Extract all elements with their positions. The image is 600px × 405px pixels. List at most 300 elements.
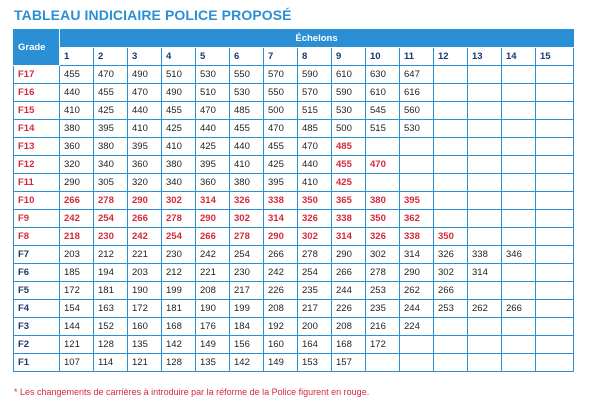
value-cell [502, 174, 536, 192]
value-cell: 346 [502, 246, 536, 264]
grade-cell: F1 [14, 354, 60, 372]
value-cell: 262 [468, 300, 502, 318]
grade-cell: F10 [14, 192, 60, 210]
value-cell: 570 [264, 66, 298, 84]
grade-cell: F9 [14, 210, 60, 228]
value-cell: 550 [264, 84, 298, 102]
grade-cell: F14 [14, 120, 60, 138]
value-cell: 470 [94, 66, 128, 84]
table-row [14, 264, 574, 282]
value-cell [536, 354, 574, 372]
value-cell [468, 282, 502, 300]
value-cell: 340 [94, 156, 128, 174]
value-cell: 470 [128, 84, 162, 102]
value-cell: 440 [230, 138, 264, 156]
value-cell: 326 [230, 192, 264, 210]
echelon-header-4: 4 [162, 48, 196, 66]
value-cell: 230 [94, 228, 128, 246]
value-cell: 455 [162, 102, 196, 120]
value-cell: 266 [332, 264, 366, 282]
value-cell [434, 210, 468, 228]
value-cell: 590 [298, 66, 332, 84]
value-cell: 550 [230, 66, 264, 84]
grade-cell: F4 [14, 300, 60, 318]
value-cell [468, 336, 502, 354]
table-row [14, 336, 574, 354]
value-cell: 326 [434, 246, 468, 264]
value-cell [400, 354, 434, 372]
value-cell: 135 [128, 336, 162, 354]
value-cell: 181 [94, 282, 128, 300]
echelon-header-2: 2 [94, 48, 128, 66]
value-cell: 340 [162, 174, 196, 192]
value-cell: 425 [94, 102, 128, 120]
value-cell [400, 138, 434, 156]
value-cell: 500 [264, 102, 298, 120]
value-cell [502, 192, 536, 210]
value-cell [502, 264, 536, 282]
value-cell: 278 [230, 228, 264, 246]
value-cell: 244 [332, 282, 366, 300]
value-cell: 302 [298, 228, 332, 246]
value-cell: 616 [400, 84, 434, 102]
value-cell: 610 [332, 66, 366, 84]
value-cell: 302 [162, 192, 196, 210]
value-cell: 266 [434, 282, 468, 300]
value-cell [366, 354, 400, 372]
value-cell [400, 156, 434, 174]
value-cell: 208 [196, 282, 230, 300]
value-cell [468, 120, 502, 138]
value-cell: 121 [128, 354, 162, 372]
echelon-header-7: 7 [264, 48, 298, 66]
value-cell: 510 [162, 66, 196, 84]
value-cell: 230 [230, 264, 264, 282]
value-cell: 410 [230, 156, 264, 174]
value-cell: 194 [94, 264, 128, 282]
value-cell: 380 [230, 174, 264, 192]
value-cell: 266 [502, 300, 536, 318]
value-cell: 172 [128, 300, 162, 318]
value-cell: 199 [162, 282, 196, 300]
value-cell: 570 [298, 84, 332, 102]
value-cell: 326 [366, 228, 400, 246]
value-cell: 224 [400, 318, 434, 336]
value-cell: 185 [60, 264, 94, 282]
value-cell: 149 [196, 336, 230, 354]
value-cell: 410 [60, 102, 94, 120]
table-row [14, 138, 574, 156]
value-cell: 470 [264, 120, 298, 138]
salary-table [13, 29, 574, 372]
value-cell [468, 210, 502, 228]
value-cell [468, 354, 502, 372]
value-cell: 168 [332, 336, 366, 354]
value-cell: 128 [162, 354, 196, 372]
value-cell [434, 336, 468, 354]
value-cell: 181 [162, 300, 196, 318]
value-cell [366, 174, 400, 192]
value-cell: 490 [162, 84, 196, 102]
value-cell: 425 [196, 138, 230, 156]
value-cell: 470 [298, 138, 332, 156]
value-cell: 266 [196, 228, 230, 246]
page-title: TABLEAU INDICIAIRE POLICE PROPOSÉ [14, 7, 292, 23]
value-cell: 253 [434, 300, 468, 318]
table-row [14, 300, 574, 318]
value-cell: 350 [298, 192, 332, 210]
value-cell: 221 [196, 264, 230, 282]
value-cell [502, 354, 536, 372]
value-cell: 362 [400, 210, 434, 228]
value-cell: 425 [264, 156, 298, 174]
value-cell: 305 [94, 174, 128, 192]
value-cell: 172 [366, 336, 400, 354]
value-cell: 545 [366, 102, 400, 120]
value-cell: 338 [400, 228, 434, 246]
grade-cell: F7 [14, 246, 60, 264]
grade-cell: F12 [14, 156, 60, 174]
value-cell: 254 [94, 210, 128, 228]
value-cell: 153 [298, 354, 332, 372]
value-cell: 302 [434, 264, 468, 282]
value-cell [502, 228, 536, 246]
value-cell: 455 [332, 156, 366, 174]
value-cell: 199 [230, 300, 264, 318]
value-cell [502, 138, 536, 156]
value-cell: 278 [94, 192, 128, 210]
value-cell: 360 [128, 156, 162, 174]
value-cell [502, 210, 536, 228]
value-cell: 253 [366, 282, 400, 300]
value-cell: 242 [128, 228, 162, 246]
table-row [14, 228, 574, 246]
value-cell [468, 84, 502, 102]
grade-cell: F11 [14, 174, 60, 192]
value-cell: 254 [162, 228, 196, 246]
value-cell [468, 174, 502, 192]
value-cell [502, 318, 536, 336]
value-cell [434, 354, 468, 372]
value-cell: 590 [332, 84, 366, 102]
value-cell: 455 [230, 120, 264, 138]
value-cell: 314 [468, 264, 502, 282]
value-cell: 314 [400, 246, 434, 264]
value-cell: 266 [264, 246, 298, 264]
value-cell [468, 228, 502, 246]
table-row [14, 66, 574, 84]
value-cell: 455 [264, 138, 298, 156]
value-cell: 490 [128, 66, 162, 84]
value-cell: 176 [196, 318, 230, 336]
value-cell: 470 [366, 156, 400, 174]
value-cell: 142 [162, 336, 196, 354]
value-cell [502, 84, 536, 102]
value-cell: 154 [60, 300, 94, 318]
value-cell: 320 [60, 156, 94, 174]
value-cell: 242 [196, 246, 230, 264]
value-cell: 290 [196, 210, 230, 228]
value-cell [434, 174, 468, 192]
value-cell [434, 120, 468, 138]
value-cell [502, 120, 536, 138]
table-body [14, 66, 574, 372]
value-cell: 203 [128, 264, 162, 282]
value-cell: 410 [128, 120, 162, 138]
value-cell [536, 84, 574, 102]
value-cell: 395 [94, 120, 128, 138]
table-row [14, 174, 574, 192]
value-cell: 314 [264, 210, 298, 228]
value-cell: 365 [332, 192, 366, 210]
value-cell [536, 102, 574, 120]
value-cell: 630 [366, 66, 400, 84]
value-cell [502, 156, 536, 174]
value-cell: 290 [400, 264, 434, 282]
value-cell: 610 [366, 84, 400, 102]
value-cell: 262 [400, 282, 434, 300]
value-cell: 203 [60, 246, 94, 264]
value-cell: 485 [230, 102, 264, 120]
value-cell: 266 [128, 210, 162, 228]
value-cell: 350 [366, 210, 400, 228]
value-cell [434, 156, 468, 174]
value-cell: 160 [128, 318, 162, 336]
value-cell: 320 [128, 174, 162, 192]
value-cell: 314 [332, 228, 366, 246]
value-cell: 338 [468, 246, 502, 264]
grade-cell: F2 [14, 336, 60, 354]
value-cell [536, 120, 574, 138]
value-cell [536, 156, 574, 174]
value-cell [536, 264, 574, 282]
value-cell [400, 336, 434, 354]
value-cell [468, 318, 502, 336]
grade-cell: F8 [14, 228, 60, 246]
value-cell: 530 [230, 84, 264, 102]
value-cell: 190 [196, 300, 230, 318]
value-cell: 172 [60, 282, 94, 300]
value-cell: 230 [162, 246, 196, 264]
echelon-header-11: 11 [400, 48, 434, 66]
value-cell [468, 102, 502, 120]
value-cell: 212 [162, 264, 196, 282]
value-cell [502, 102, 536, 120]
echelon-header-8: 8 [298, 48, 332, 66]
value-cell: 410 [298, 174, 332, 192]
value-cell: 217 [298, 300, 332, 318]
value-cell: 440 [128, 102, 162, 120]
value-cell [434, 192, 468, 210]
value-cell: 192 [264, 318, 298, 336]
grade-column-header: Grade [14, 30, 60, 66]
value-cell [536, 66, 574, 84]
value-cell: 314 [196, 192, 230, 210]
echelon-header-9: 9 [332, 48, 366, 66]
value-cell: 425 [332, 174, 366, 192]
value-cell: 530 [400, 120, 434, 138]
grade-cell: F13 [14, 138, 60, 156]
grade-cell: F5 [14, 282, 60, 300]
value-cell: 190 [128, 282, 162, 300]
table-row [14, 282, 574, 300]
value-cell: 254 [230, 246, 264, 264]
value-cell: 217 [230, 282, 264, 300]
value-cell [468, 66, 502, 84]
value-cell [468, 156, 502, 174]
value-cell [536, 300, 574, 318]
value-cell [502, 66, 536, 84]
value-cell: 218 [60, 228, 94, 246]
value-cell: 380 [366, 192, 400, 210]
value-cell: 455 [60, 66, 94, 84]
value-cell [536, 210, 574, 228]
value-cell: 221 [128, 246, 162, 264]
echelon-header-14: 14 [502, 48, 536, 66]
value-cell: 515 [298, 102, 332, 120]
value-cell: 485 [332, 138, 366, 156]
value-cell: 242 [264, 264, 298, 282]
value-cell: 302 [366, 246, 400, 264]
value-cell: 470 [196, 102, 230, 120]
value-cell: 395 [128, 138, 162, 156]
value-cell: 302 [230, 210, 264, 228]
value-cell [536, 138, 574, 156]
value-cell: 278 [162, 210, 196, 228]
table-row [14, 246, 574, 264]
value-cell: 290 [60, 174, 94, 192]
value-cell: 212 [94, 246, 128, 264]
value-cell [468, 138, 502, 156]
echelon-header-13: 13 [468, 48, 502, 66]
echelon-header-6: 6 [230, 48, 264, 66]
echelon-header-5: 5 [196, 48, 230, 66]
table-row [14, 120, 574, 138]
grade-cell: F6 [14, 264, 60, 282]
value-cell: 235 [366, 300, 400, 318]
table-row [14, 318, 574, 336]
value-cell: 410 [162, 138, 196, 156]
value-cell: 278 [366, 264, 400, 282]
value-cell: 135 [196, 354, 230, 372]
value-cell: 160 [264, 336, 298, 354]
value-cell: 395 [196, 156, 230, 174]
value-cell: 440 [298, 156, 332, 174]
value-cell: 235 [298, 282, 332, 300]
value-cell [536, 174, 574, 192]
grade-cell: F16 [14, 84, 60, 102]
table-row [14, 192, 574, 210]
value-cell: 216 [366, 318, 400, 336]
value-cell: 425 [162, 120, 196, 138]
value-cell [434, 138, 468, 156]
value-cell: 244 [400, 300, 434, 318]
value-cell: 380 [60, 120, 94, 138]
value-cell: 266 [60, 192, 94, 210]
value-cell: 290 [264, 228, 298, 246]
value-cell [434, 66, 468, 84]
table-row [14, 354, 574, 372]
value-cell: 338 [264, 192, 298, 210]
echelon-header-10: 10 [366, 48, 400, 66]
value-cell [468, 192, 502, 210]
grade-cell: F17 [14, 66, 60, 84]
value-cell [366, 138, 400, 156]
value-cell: 500 [332, 120, 366, 138]
value-cell: 395 [264, 174, 298, 192]
value-cell: 184 [230, 318, 264, 336]
footnote: * Les changements de carrières à introduire par la réforme de la Police figurent en rouge. [14, 387, 370, 397]
value-cell: 142 [230, 354, 264, 372]
value-cell: 156 [230, 336, 264, 354]
value-cell: 290 [128, 192, 162, 210]
value-cell: 254 [298, 264, 332, 282]
value-cell: 326 [298, 210, 332, 228]
value-cell: 144 [60, 318, 94, 336]
value-cell [536, 282, 574, 300]
value-cell: 395 [400, 192, 434, 210]
value-cell: 168 [162, 318, 196, 336]
value-cell [536, 192, 574, 210]
value-cell: 200 [298, 318, 332, 336]
value-cell: 455 [94, 84, 128, 102]
value-cell: 121 [60, 336, 94, 354]
value-cell [502, 282, 536, 300]
table-row [14, 102, 574, 120]
value-cell [434, 102, 468, 120]
value-cell: 107 [60, 354, 94, 372]
table-row [14, 84, 574, 102]
value-cell: 380 [162, 156, 196, 174]
value-cell [434, 84, 468, 102]
value-cell [536, 246, 574, 264]
value-cell: 157 [332, 354, 366, 372]
value-cell [536, 318, 574, 336]
value-cell: 242 [60, 210, 94, 228]
value-cell: 208 [264, 300, 298, 318]
value-cell: 163 [94, 300, 128, 318]
value-cell: 560 [400, 102, 434, 120]
value-cell: 278 [298, 246, 332, 264]
grade-cell: F3 [14, 318, 60, 336]
value-cell: 360 [60, 138, 94, 156]
value-cell: 338 [332, 210, 366, 228]
grade-cell: F15 [14, 102, 60, 120]
steps-header-row [14, 48, 574, 66]
value-cell: 440 [60, 84, 94, 102]
value-cell: 226 [332, 300, 366, 318]
value-cell: 530 [332, 102, 366, 120]
value-cell: 128 [94, 336, 128, 354]
value-cell [400, 174, 434, 192]
value-cell: 440 [196, 120, 230, 138]
value-cell: 164 [298, 336, 332, 354]
value-cell: 530 [196, 66, 230, 84]
value-cell: 152 [94, 318, 128, 336]
echelon-header-15: 15 [536, 48, 574, 66]
table-row [14, 156, 574, 174]
value-cell [536, 228, 574, 246]
value-cell: 485 [298, 120, 332, 138]
echelon-header-3: 3 [128, 48, 162, 66]
value-cell: 350 [434, 228, 468, 246]
value-cell: 226 [264, 282, 298, 300]
value-cell: 515 [366, 120, 400, 138]
value-cell: 380 [94, 138, 128, 156]
value-cell [536, 336, 574, 354]
echelons-header: Échelons [60, 30, 574, 48]
value-cell: 114 [94, 354, 128, 372]
